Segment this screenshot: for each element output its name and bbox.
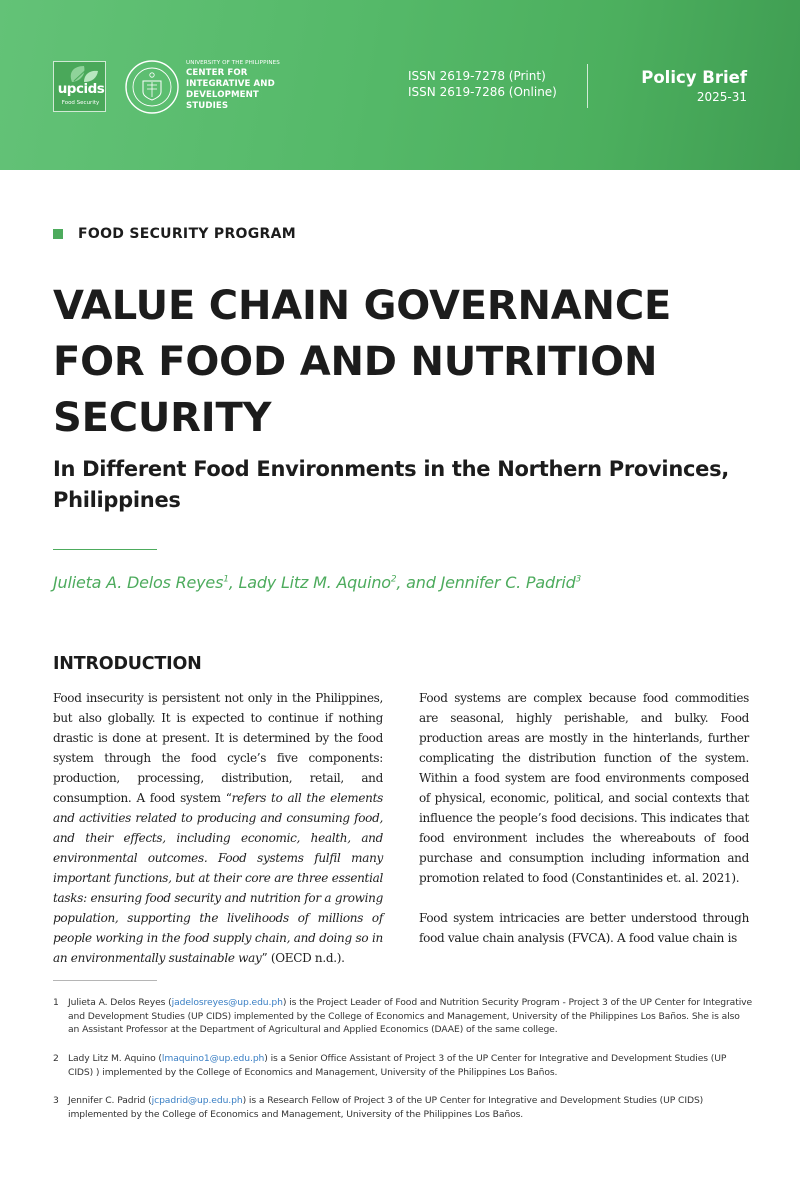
footnote-3-text: ) is a Research Fellow of Project 3 of the UP Center for Integrative and Development Studies (UP CIDS) implemented by the College of Economics and Management, University of the Philippines Los Baños.: [68, 1095, 704, 1120]
program-name: FOOD SECURITY PROGRAM: [78, 226, 296, 242]
logo-word: upcids: [57, 81, 105, 97]
page-subtitle: [53, 454, 753, 516]
footnote-3-number: 3: [53, 1095, 59, 1106]
left-p1-quote: refers to all the elements and activities related to producing and consuming food, and their effects, including economic, health, and environmental outcomes. Food systems fulfil many important functions, but at their core are three essential tasks: ensuring food security and nutrition for a growing population, supporting the livelihoods of millions of people working in the food supply chain, and doing so in an environmentally sustainable way: [53, 791, 383, 965]
author-3: Jennifer C. Padrid: [440, 573, 576, 592]
author-sep-2: , and: [396, 573, 441, 592]
upcids-logo: [53, 61, 106, 112]
university-seal-icon: [124, 59, 180, 115]
page-title: [53, 278, 753, 446]
center-name: [186, 61, 280, 111]
footnote-1-number: 1: [53, 997, 59, 1008]
footnote-3-name: Jennifer C. Padrid (: [68, 1095, 152, 1106]
green-square-icon: [53, 229, 63, 239]
footnote-3-email[interactable]: jcpadrid@up.edu.ph: [151, 1095, 243, 1106]
subtitle-line-2: Philippines: [53, 488, 181, 512]
center-line-1: CENTER FOR: [186, 67, 248, 78]
title-line-1: VALUE CHAIN GOVERNANCE: [53, 283, 672, 329]
title-line-3: SECURITY: [53, 395, 272, 441]
issn-print: ISSN 2619-7278 (Print): [408, 69, 546, 83]
center-line-4: STUDIES: [186, 100, 229, 111]
issn-block: [408, 68, 557, 100]
right-paragraph-2: Food system intricacies are better understood through food value chain analysis (FVCA). A food value chain is: [419, 911, 749, 945]
author-2-sup: 2: [390, 574, 397, 585]
right-column: [419, 688, 749, 968]
center-line-2: INTEGRATIVE AND: [186, 78, 275, 89]
author-1-sup: 1: [223, 574, 229, 585]
left-p1-end: ” (OECD n.d.).: [261, 951, 345, 965]
author-3-sup: 3: [575, 574, 582, 585]
footnote-2: [53, 1052, 753, 1079]
footnote-2-number: 2: [53, 1053, 59, 1064]
footnote-2-text: ) is a Senior Office Assistant of Project 3 of the UP Center for Integrative and Development Studies (UP CIDS) ) implemented by the College of Economics and Management, University of the Philippines Los Baños.: [68, 1053, 727, 1078]
left-paragraph-1: [53, 688, 383, 968]
center-line-3: DEVELOPMENT: [186, 89, 259, 100]
author-1: Julieta A. Delos Reyes: [53, 573, 224, 592]
left-column: [53, 688, 383, 988]
policy-brief-label: [641, 68, 747, 105]
author-2: Lady Litz M. Aquino: [238, 573, 391, 592]
footnote-1-email[interactable]: jadelosreyes@up.edu.ph: [171, 997, 283, 1008]
right-paragraph-1: Food systems are complex because food commodities are seasonal, highly perishable, and bulky. Food production areas are mostly in the hinterlands, further complicating the distribution function of the system. Within a food system are food environments composed of physical, economic, political, and social contexts that influence the people’s food decisions. This indicates that food environment includes the whereabouts of food purchase and consumption including information and promotion related to food (Constantinides et. al. 2021).: [419, 691, 749, 885]
author-list: [53, 573, 773, 592]
subtitle-line-1: In Different Food Environments in the Northern Provinces,: [53, 457, 729, 481]
footnote-1-text: ) is the Project Leader of Food and Nutrition Security Program - Project 3 of the UP Center for Integrative and Development Studies (UP CIDS) implemented by the College of Economics and Management, University of the Philippines Los Baños. She is also an Assistant Professor at the Department of Agricultural and Applied Economics (DAAE) of the same college.: [68, 997, 753, 1035]
title-divider: [53, 549, 157, 550]
issn-online: ISSN 2619-7286 (Online): [408, 85, 557, 99]
footnote-2-name: Lady Litz M. Aquino (: [68, 1053, 162, 1064]
logo-sub: Food Security: [61, 100, 100, 106]
footnote-2-email[interactable]: lmaquino1@up.edu.ph: [161, 1053, 265, 1064]
doc-number: 2025-31: [696, 90, 747, 104]
program-label: [53, 226, 296, 242]
footnote-1: [53, 996, 753, 1037]
footnote-1-name: Julieta A. Delos Reyes (: [68, 997, 172, 1008]
header-banner: [0, 0, 800, 170]
university-name: UNIVERSITY OF THE PHILIPPINES: [186, 60, 280, 66]
title-line-2: FOR FOOD AND NUTRITION: [53, 339, 658, 385]
doc-type: Policy Brief: [641, 68, 747, 87]
author-sep-1: ,: [228, 573, 239, 592]
left-p1-start: Food insecurity is persistent not only in the Philippines, but also globally. It is expected to continue if nothing drastic is done at present. It is determined by the food system through the food cycle’s five components: production, processing, distribution, retail, and consumption. A food system “: [53, 691, 383, 805]
header-divider: [587, 64, 588, 108]
footnote-divider: [53, 980, 157, 981]
footnote-3: [53, 1094, 753, 1121]
section-heading: INTRODUCTION: [53, 654, 202, 674]
